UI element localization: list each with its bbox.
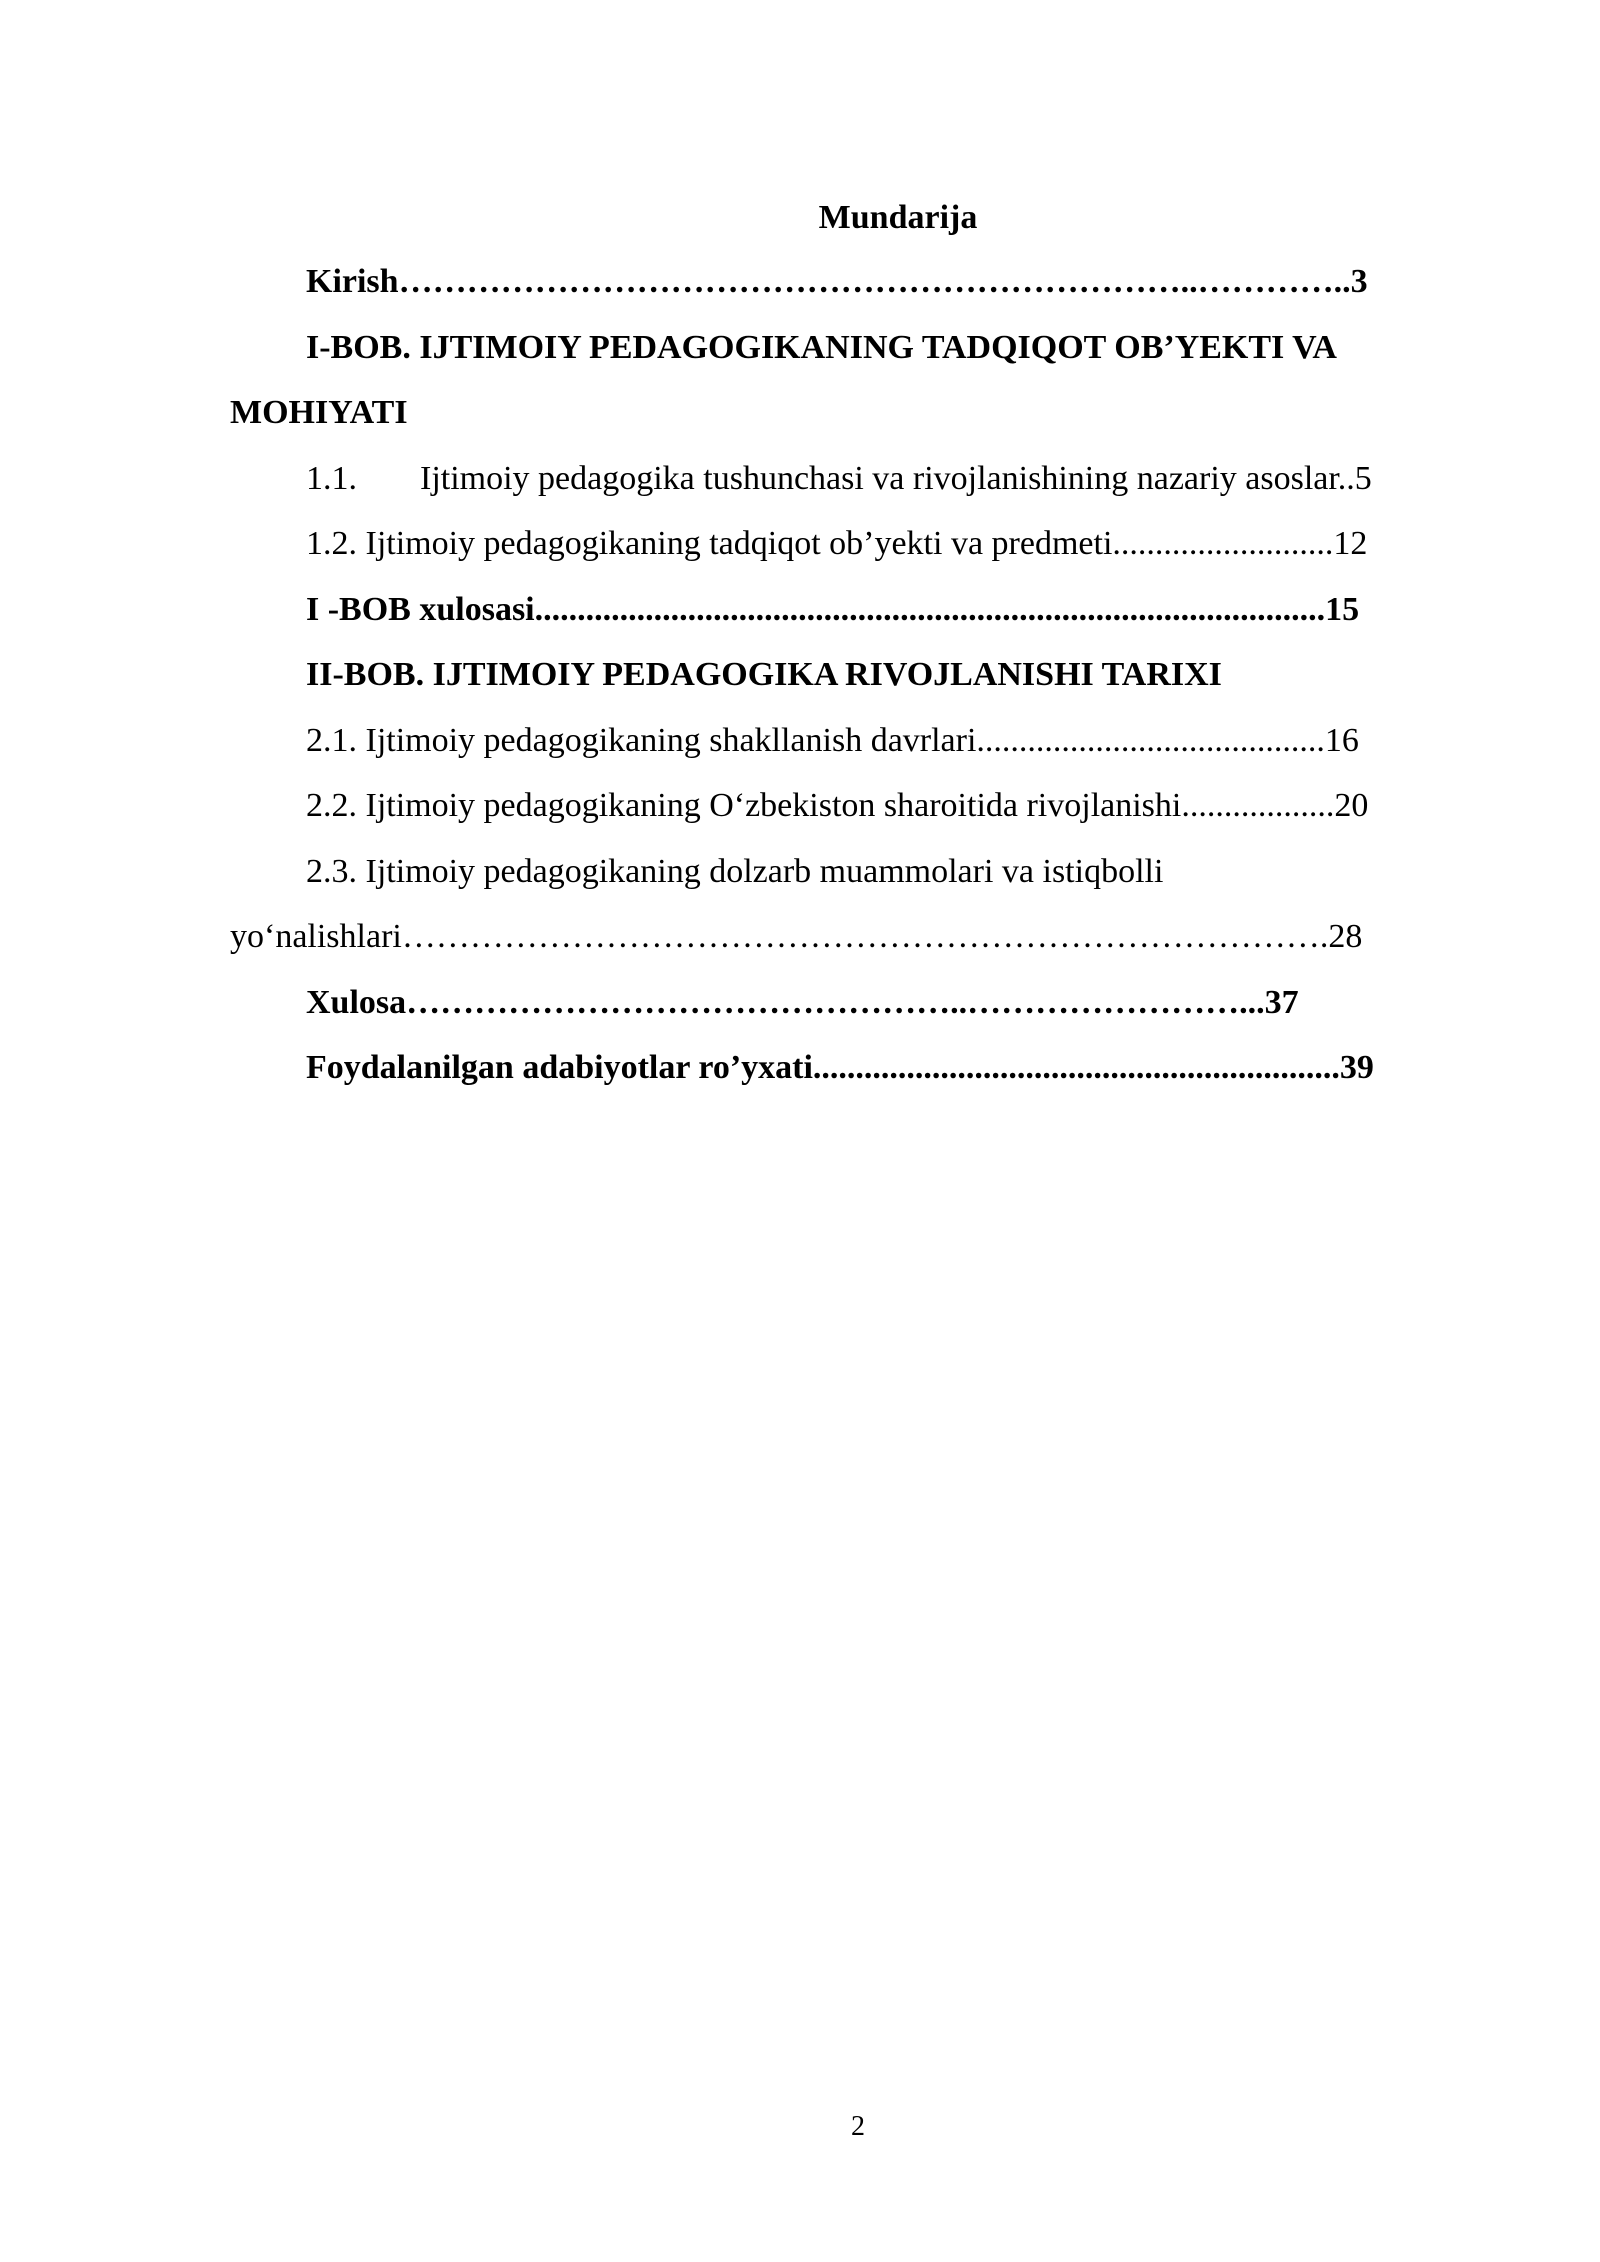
page-number: 2 [851,2111,865,2142]
toc-entry-text: Foydalanilgan adabiyotlar ro’yxati..............................................................39 [306,1049,1374,1086]
toc-entry-kirish [230,262,1490,328]
toc-entry-bibliography [230,1048,1490,1114]
toc-entry-1-1 [230,459,1490,525]
toc-entry-text: II-BOB. IJTIMOIY PEDAGOGIKA RIVOJLANISHI TARIXI [306,656,1222,693]
toc-entry-text: I -BOB xulosasi.............................................................................................15 [306,590,1360,628]
table-of-contents [230,262,1490,1114]
toc-entry-chapter-2 [230,655,1490,721]
toc-entry-text: Kirish……………………………………………………………..…………..3 [306,263,1368,300]
toc-entry-2-2 [230,786,1490,852]
toc-entry-text: 2.3. Ijtimoiy pedagogikaning dolzarb muammolari va istiqbolli [306,852,1164,890]
toc-entry-2-3-continued [230,917,1490,983]
toc-entry-title: Ijtimoiy pedagogika tushunchasi va rivojlanishining nazariy asoslar..5 [420,459,1372,497]
toc-entry-text: 2.1. Ijtimoiy pedagogikaning shakllanish davrlari.........................................16 [306,721,1359,759]
toc-entry-1-2 [230,524,1490,590]
toc-heading: Mundarija [818,199,978,236]
toc-entry-text: yo‘nalishlari……………………………………………………………………….28 [230,918,1363,955]
toc-entry-number: 1.1. [306,459,357,497]
toc-entry-text: 1.2. Ijtimoiy pedagogikaning tadqiqot ob’yekti va predmeti..........................12 [306,525,1368,562]
toc-entry-text: I-BOB. IJTIMOIY PEDAGOGIKANING TADQIQOT OB’YEKTI VA [306,328,1337,366]
toc-entry-chapter-1-summary [230,590,1490,656]
toc-entry-2-1 [230,721,1490,787]
toc-entry-xulosa [230,983,1490,1049]
toc-entry-chapter-1-continued [230,393,1490,459]
toc-entry-2-3 [230,852,1490,918]
toc-entry-text: MOHIYATI [230,394,408,431]
toc-entry-text [306,459,1372,499]
toc-entry-chapter-1 [230,328,1490,394]
toc-entry-text: Xulosa…………………………………………..……………………...37 [306,983,1299,1021]
toc-entry-text: 2.2. Ijtimoiy pedagogikaning O‘zbekiston sharoitida rivojlanishi..................20 [306,787,1369,824]
